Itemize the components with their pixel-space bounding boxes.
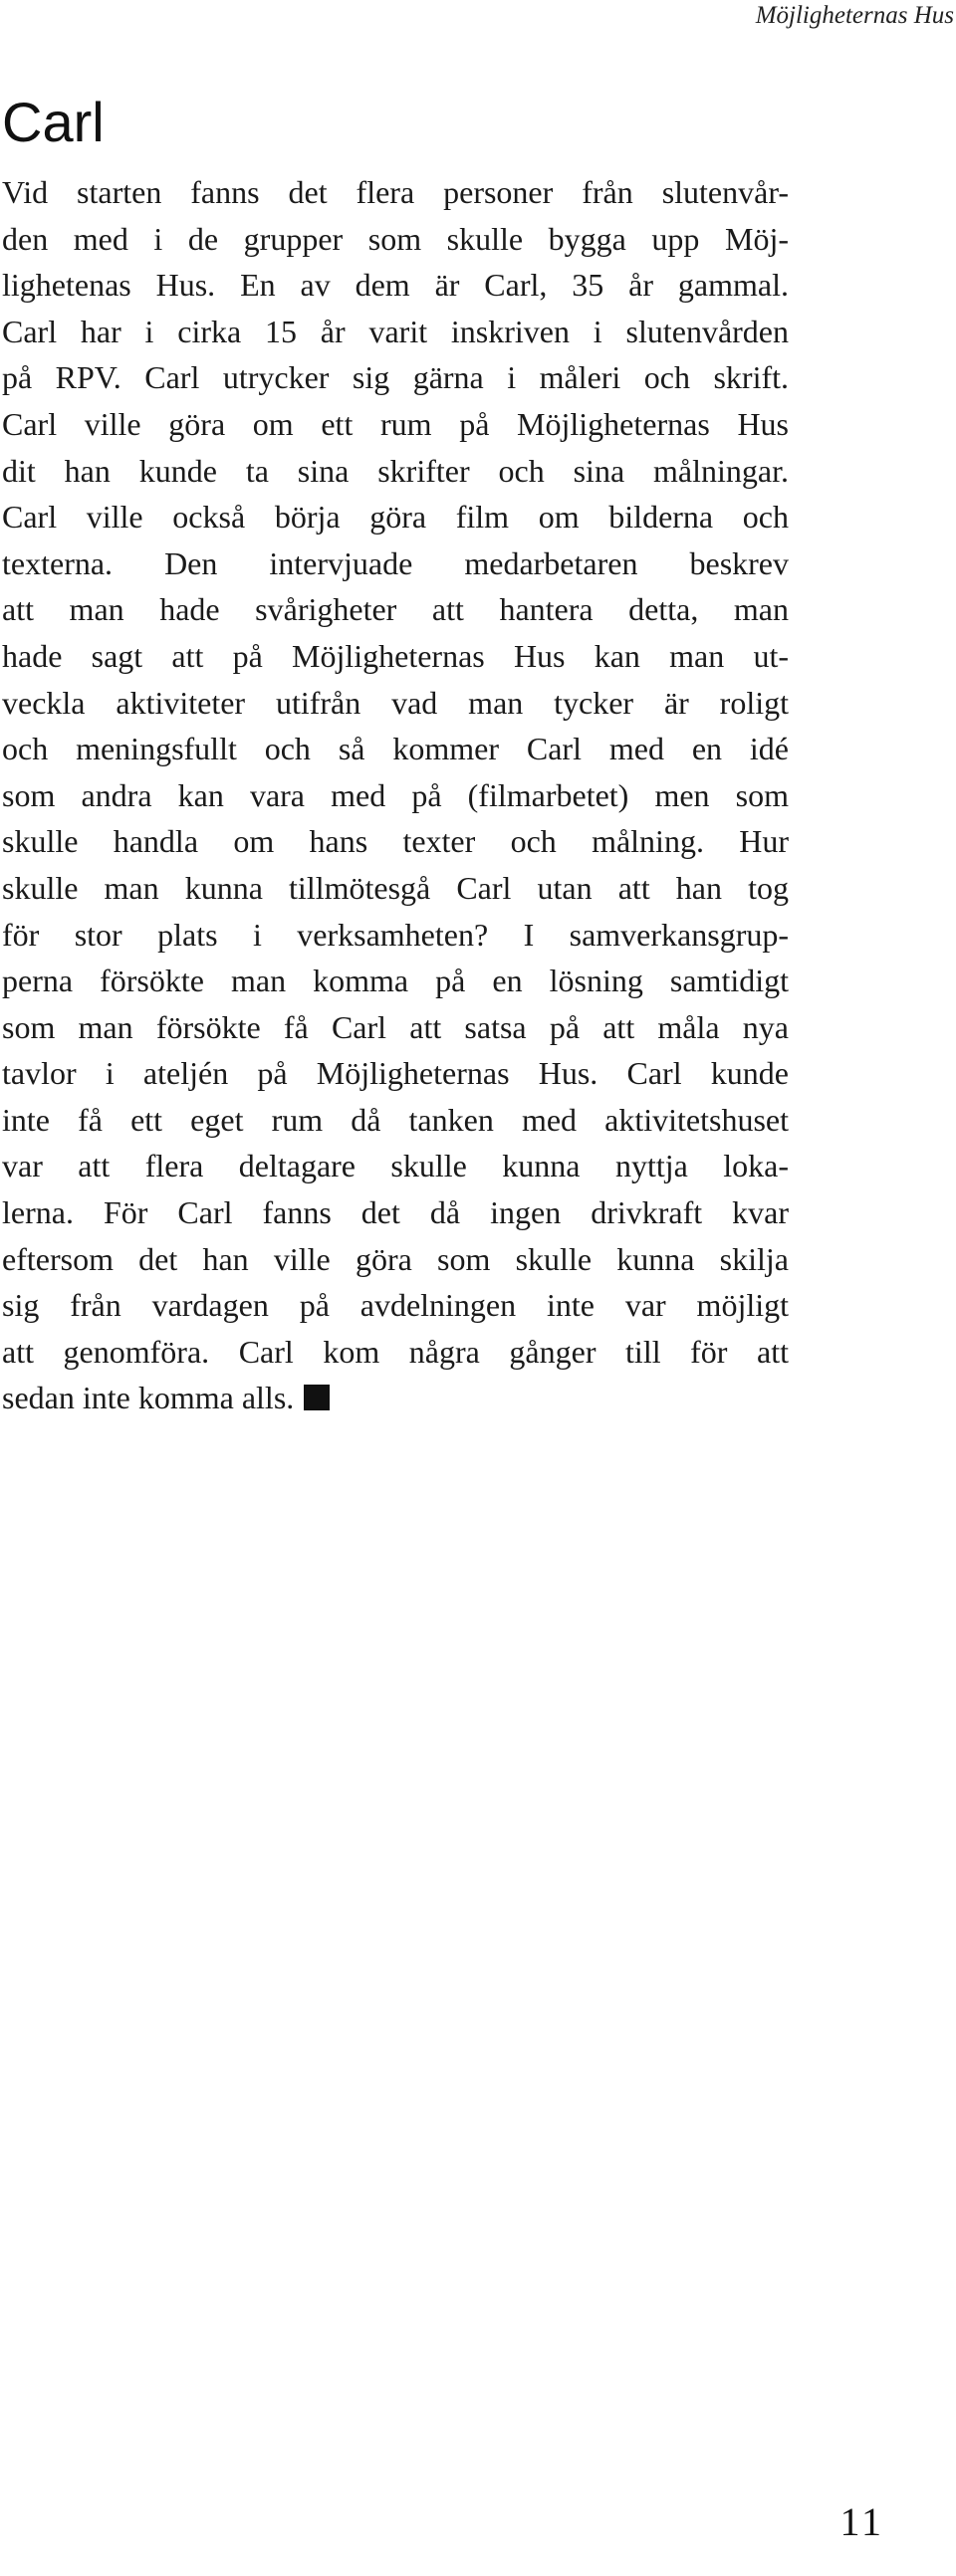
article-body-line: perna försökte man komma på en lösning samtidigt xyxy=(2,963,789,999)
article-body-line: sedan inte komma alls. xyxy=(2,1380,295,1416)
article-body-line: den med i de grupper som skulle bygga upp Möj- xyxy=(2,220,789,257)
article-body xyxy=(2,169,789,1421)
article-body-line: att genomföra. Carl kom några gånger till för att xyxy=(2,1333,789,1370)
article-body-line: lighetenas Hus. En av dem är Carl, 35 år gammal. xyxy=(2,267,789,304)
article-body-line: inte få ett eget rum då tanken med aktivitetshuset xyxy=(2,1101,789,1138)
article-body-line: på RPV. Carl utrycker sig gärna i måleri och skrift. xyxy=(2,359,789,396)
article-body-line: som andra kan vara med på (filmarbetet) men som xyxy=(2,776,789,813)
article-body-line: att man hade svårigheter att hantera detta, man xyxy=(2,591,789,628)
article-body-line: och meningsfullt och så kommer Carl med en idé xyxy=(2,731,789,767)
article-body-line: tavlor i ateljén på Möjligheternas Hus. Carl kunde xyxy=(2,1055,789,1092)
article-body-line: Vid starten fanns det flera personer från slutenvår- xyxy=(2,174,789,210)
article-body-line: hade sagt att på Möjligheternas Hus kan man ut- xyxy=(2,637,789,674)
article-body-line: lerna. För Carl fanns det då ingen drivkraft kvar xyxy=(2,1194,789,1231)
article-body-line: Carl ville också börja göra film om bilderna och xyxy=(2,499,789,536)
article-body-line: eftersom det han ville göra som skulle kunna skilja xyxy=(2,1240,789,1277)
page-number: 11 xyxy=(839,2499,884,2544)
article-body-line: veckla aktiviteter utifrån vad man tycker är roligt xyxy=(2,684,789,721)
article-body-line: sig från vardagen på avdelningen inte var möjligt xyxy=(2,1287,789,1324)
article-body-line: texterna. Den intervjuade medarbetaren beskrev xyxy=(2,544,789,581)
article-body-line: skulle handla om hans texter och målning. Hur xyxy=(2,823,789,860)
article-body-line: som man försökte få Carl att satsa på att måla nya xyxy=(2,1008,789,1045)
article-body-line: Carl ville göra om ett rum på Möjligheternas Hus xyxy=(2,405,789,442)
article-body-line: Carl har i cirka 15 år varit inskriven i slutenvården xyxy=(2,313,789,349)
article-body-line: dit han kunde ta sina skrifter och sina målningar. xyxy=(2,452,789,489)
running-header: Möjligheternas Hus xyxy=(755,2,954,29)
article-title: Carl xyxy=(2,91,105,153)
end-of-article-square-icon xyxy=(304,1385,330,1410)
article-body-line: för stor plats i verksamheten? I samverkansgrup- xyxy=(2,916,789,953)
article-body-line: skulle man kunna tillmötesgå Carl utan att han tog xyxy=(2,869,789,906)
article-body-line: var att flera deltagare skulle kunna nyttja loka- xyxy=(2,1148,789,1184)
